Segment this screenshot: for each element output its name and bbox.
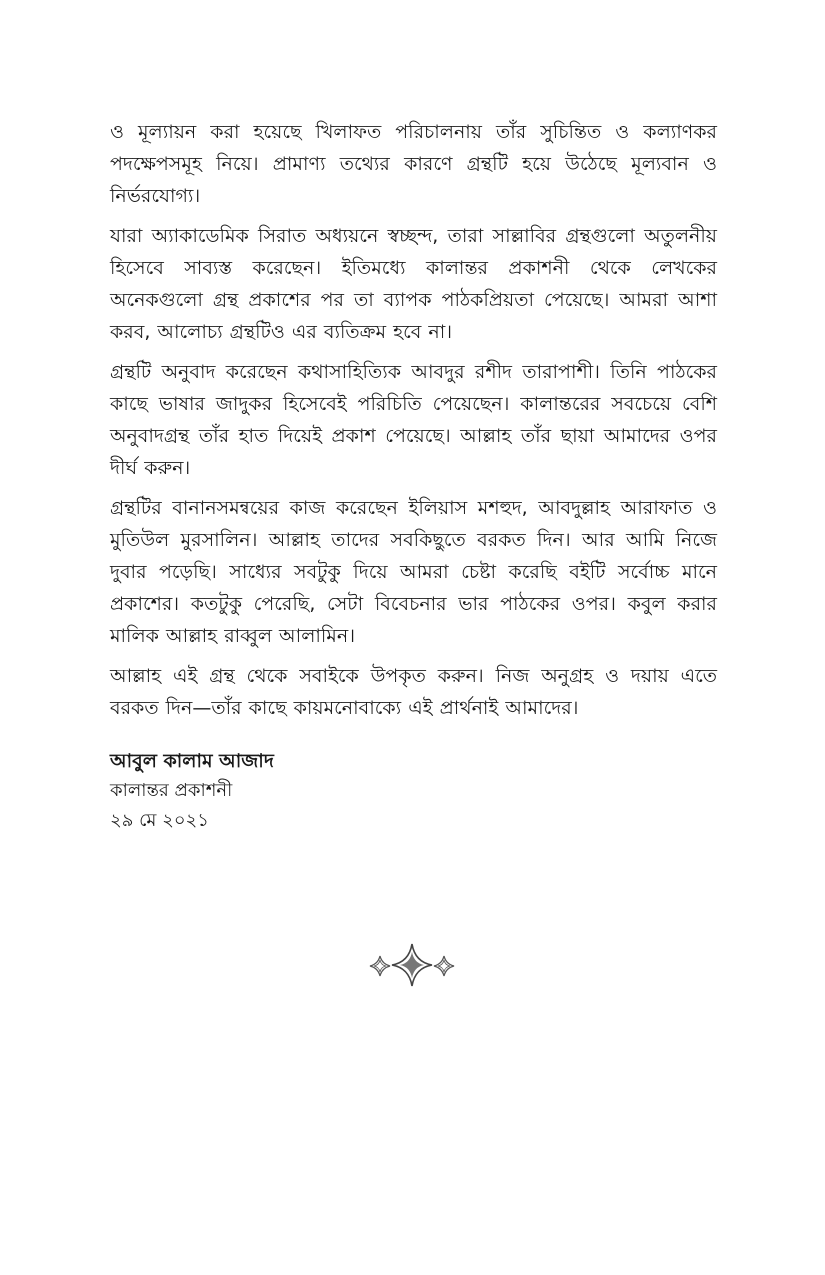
paragraph-2: যারা অ্যাকাডেমিক সিরাত অধ্যয়নে স্বচ্ছন্দ, তারা সাল্লাবির গ্রন্থগুলো অতুলনীয় হিসেবে সাব্যস্ত করেছেন। ইতিমধ্যে কালান্তর প্রকাশনী থেকে লেখকের অনেকগুলো গ্রন্থ প্রকাশের পর তা ব্যাপক পাঠকপ্রিয়তা পেয়েছে। আমরা আশা করব, আলোচ্য গ্রন্থটিও এর ব্যতিক্রম হবে না। <box>110 225 717 343</box>
signature-date: ২৯ মে ২০২১ <box>110 810 209 831</box>
paragraph-1: ও মূল্যায়ন করা হয়েছে খিলাফত পরিচালনায় তাঁর সুচিন্তিত ও কল্যাণকর পদক্ষেপসমূহ নিয়ে। প্রামাণ্য তথ্যের কারণে গ্রন্থটি হয়ে উঠেছে মূল্যবান ও নির্ভরযোগ্য। <box>110 121 717 207</box>
paragraph-5: আল্লাহ এই গ্রন্থ থেকে সবাইকে উপকৃত করুন। নিজ অনুগ্রহ ও দয়ায় এতে বরকত দিন—তাঁর কাছে কায়মনোবাক্যে এই প্রার্থনাই আমাদের। <box>110 665 717 719</box>
four-point-star-ornament-icon <box>362 942 462 988</box>
author-name: আবুল কালাম আজাদ <box>110 750 274 772</box>
document-page <box>110 116 717 836</box>
paragraph-4: গ্রন্থটির বানানসমন্বয়ের কাজ করেছেন ইলিয়াস মশহুদ, আবদুল্লাহ আরাফাত ও মুতিউল মুরসালিন। আল্লাহ তাদের সবকিছুতে বরকত দিন। আর আমি নিজে দুবার পড়েছি। সাধ্যের সবটুকু দিয়ে আমরা চেষ্টা করেছি বইটি সর্বোচ্চ মানে প্রকাশের। কতটুকু পেরেছি, সেটা বিবেচনার ভার পাঠকের ওপর। কবুল করার মালিক আল্লাহ রাব্বুল আলামিন। <box>110 497 717 647</box>
publisher-name: কালান্তর প্রকাশনী <box>110 780 233 801</box>
small-star-left-icon <box>370 956 390 976</box>
signature-block <box>110 746 717 836</box>
small-star-right-icon <box>434 956 454 976</box>
large-star-center-icon <box>392 944 432 986</box>
paragraph-3: গ্রন্থটি অনুবাদ করেছেন কথাসাহিত্যিক আবদুর রশীদ তারাপাশী। তিনি পাঠকের কাছে ভাষার জাদুকর হিসেবেই পরিচিতি পেয়েছেন। কালান্তরের সবচেয়ে বেশি অনুবাদগ্রন্থ তাঁর হাত দিয়েই প্রকাশ পেয়েছে। আল্লাহ তাঁর ছায়া আমাদের ওপর দীর্ঘ করুন। <box>110 361 717 479</box>
